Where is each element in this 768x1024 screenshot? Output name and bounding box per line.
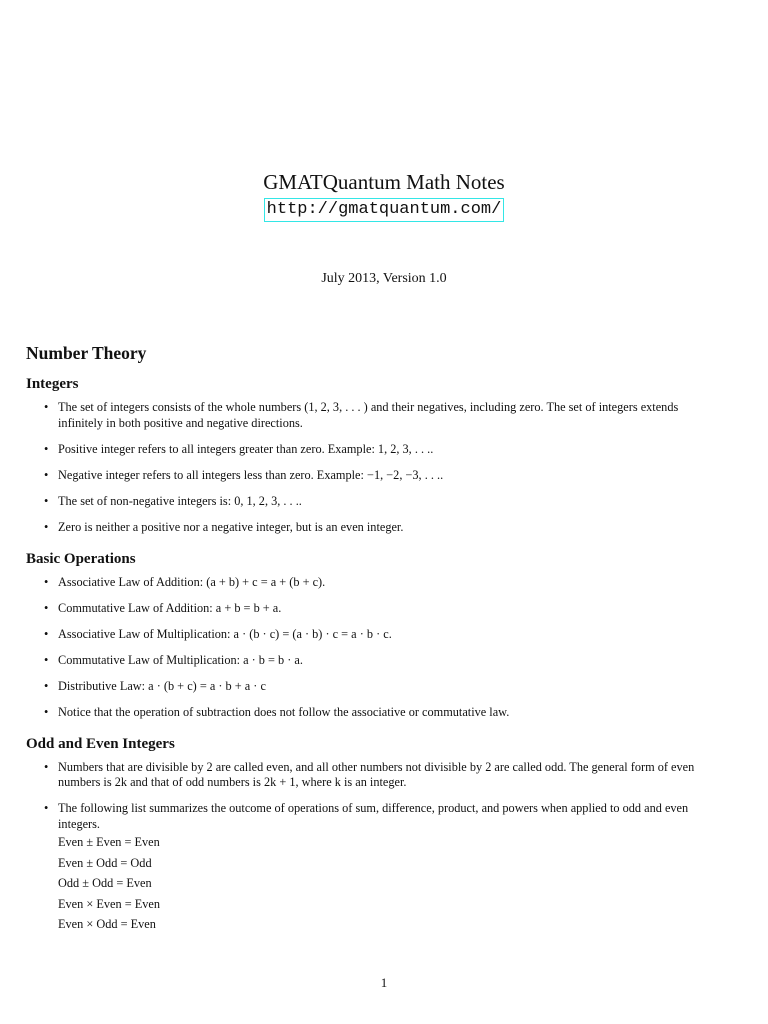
- parity-rules: [58, 832, 710, 935]
- website-link[interactable]: http://gmatquantum.com/: [266, 200, 502, 219]
- list-item: • The set of non-negative integers is: 0, 1, 2, 3, . . ..: [44, 493, 302, 508]
- bullet-icon: •: [44, 574, 49, 589]
- list-item: • Zero is neither a positive nor a negative integer, but is an even integer.: [44, 519, 404, 534]
- list-item: • Associative Law of Addition: (a + b) + c = a + (b + c).: [44, 574, 326, 589]
- date-version: July 2013, Version 1.0: [321, 271, 447, 286]
- bullet-icon: •: [44, 678, 49, 693]
- odd-even-list: [26, 760, 710, 935]
- parity-rule: Even × Even = Even: [58, 896, 160, 911]
- subsection-heading-integers: Integers: [26, 376, 79, 392]
- bullet-icon: •: [44, 626, 49, 641]
- list-item: • Numbers that are divisible by 2 are called even, and all other numbers not divisible by 2 are called odd. The general form of even numbers is 2k and that of odd numbers is 2k + 1, where k is an integer.: [44, 759, 695, 789]
- bullet-icon: •: [44, 519, 49, 534]
- bullet-icon: •: [44, 400, 49, 414]
- bullet-icon: •: [44, 467, 49, 482]
- list-item: • Distributive Law: a · (b + c) = a · b + a · c: [44, 678, 266, 693]
- bullet-icon: •: [44, 652, 49, 667]
- list-item: • Commutative Law of Addition: a + b = b + a.: [44, 600, 282, 615]
- subsection-heading-basic-operations: Basic Operations: [26, 550, 136, 567]
- bullet-icon: •: [44, 704, 49, 719]
- basic-operations-list: [26, 575, 710, 721]
- bullet-icon: •: [44, 441, 49, 456]
- document-title: GMATQuantum Math Notes: [263, 170, 505, 194]
- bullet-icon: •: [44, 759, 49, 774]
- title-block: [0, 168, 768, 221]
- bullet-icon: •: [44, 493, 49, 508]
- section-heading-number-theory: Number Theory: [26, 343, 147, 363]
- list-item: • The set of integers consists of the whole numbers (1, 2, 3, . . . ) and their negatives, including zero. The set of integers extends infinitely in both positive and negative directions.: [44, 400, 679, 430]
- parity-rule: Odd ± Odd = Even: [58, 876, 152, 890]
- list-item: • Commutative Law of Multiplication: a · b = b · a.: [44, 652, 303, 667]
- main-content: [26, 342, 710, 945]
- list-item: • Associative Law of Multiplication: a · (b · c) = (a · b) · c = a · b · c.: [44, 626, 392, 641]
- parity-rule: Even ± Odd = Odd: [58, 855, 152, 870]
- list-item: • Positive integer refers to all integers greater than zero. Example: 1, 2, 3, . . ..: [44, 441, 434, 456]
- integers-list: [26, 400, 710, 535]
- bullet-icon: •: [44, 600, 49, 615]
- list-item: • The following list summarizes the outcome of operations of sum, difference, product, and powers when applied to odd and even integers. Even ± Even = Even Even ± Odd = Odd Odd ± Odd = Even Even × Even = Even Even × Odd = Even: [58, 801, 710, 935]
- page-number: 1: [380, 975, 388, 990]
- list-item: • Notice that the operation of subtraction does not follow the associative or commutative law.: [44, 704, 510, 719]
- parity-rule: Even ± Even = Even: [58, 835, 160, 849]
- list-item: • Negative integer refers to all integers less than zero. Example: −1, −2, −3, . . ..: [44, 467, 444, 482]
- parity-rule: Even × Odd = Even: [58, 917, 156, 931]
- subsection-heading-odd-even: Odd and Even Integers: [26, 735, 175, 752]
- bullet-icon: •: [44, 801, 49, 815]
